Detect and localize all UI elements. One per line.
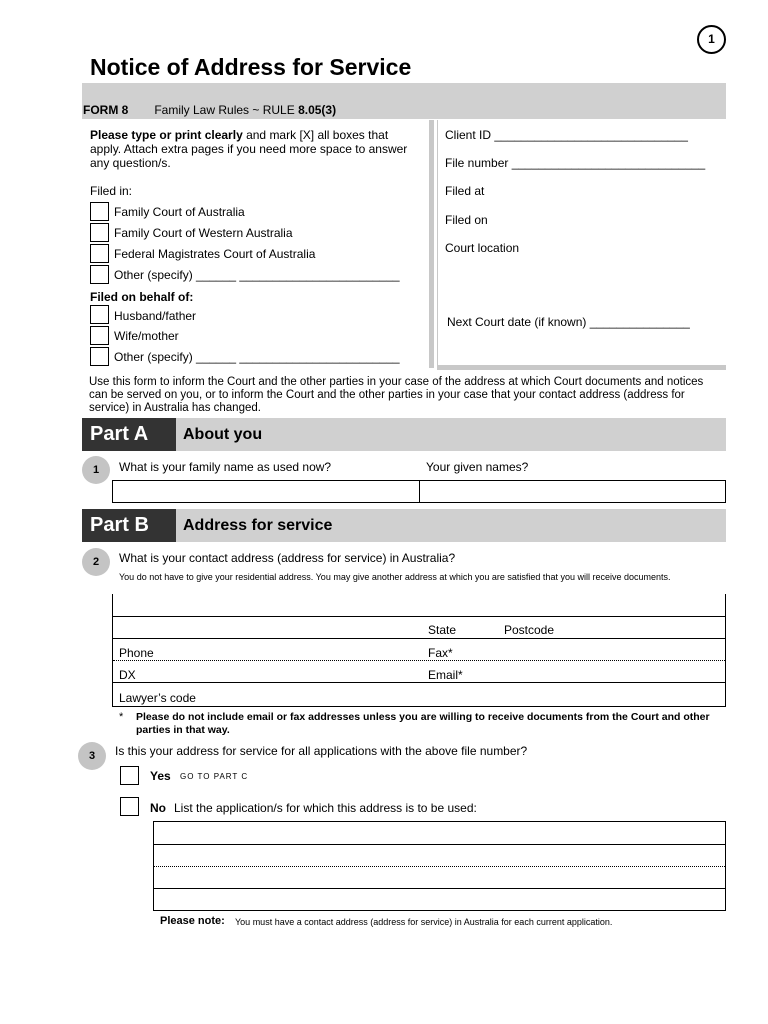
instructions-text: and mark [X] all boxes that apply. Attach extra pages if you need more space to answer any question/s. (90, 128, 408, 170)
email-label: Email* (428, 668, 463, 682)
no-instruction: List the application/s for which this address is to be used: (174, 801, 477, 815)
question-2-text: What is your contact address (address for service) in Australia? (119, 551, 456, 565)
dx-row-divider (113, 682, 725, 683)
filed-on-label: Filed on (445, 213, 488, 227)
behalf-option-wife: Wife/mother (114, 329, 179, 343)
client-id-field[interactable]: Client ID _____________________________ (445, 128, 688, 142)
instructions (90, 128, 420, 170)
please-note-text: You must have a contact address (address for service) in Australia for each current application. (235, 917, 613, 927)
filed-in-option-fmca: Federal Magistrates Court of Australia (114, 247, 316, 261)
applications-line-3 (154, 888, 725, 889)
form-rules: Family Law Rules ~ RULE (154, 103, 295, 117)
form-header-bar (82, 83, 726, 119)
fax-label: Fax* (428, 646, 453, 660)
address-grid (112, 594, 726, 707)
next-court-date-field[interactable]: Next Court date (if known) _______________ (447, 315, 690, 329)
no-checkbox[interactable] (120, 797, 139, 816)
part-b-bar (82, 509, 726, 542)
filing-details-panel (82, 120, 434, 368)
filed-at-label: Filed at (445, 184, 485, 198)
state-label: State (428, 623, 457, 637)
filed-in-option-fcwa: Family Court of Western Australia (114, 226, 293, 240)
applications-line-2 (154, 866, 725, 867)
lawyers-code-label: Lawyer’s code (119, 691, 196, 705)
filed-in-label: Filed in: (90, 184, 133, 198)
given-names-input[interactable] (419, 480, 726, 503)
question-3-text: Is this your address for service for all applications with the above file number? (115, 744, 528, 758)
form-number: FORM 8 (83, 103, 129, 117)
address-line-2[interactable] (112, 616, 726, 617)
intro-text: Use this form to inform the Court and the other parties in your case of the address at which Court documents and notices can be served on you, or to inform the Court and the other parties in your case that your contact address (address for service) in Australia has changed. (89, 376, 704, 414)
instructions-bold: Please type or print clearly (90, 128, 243, 142)
dx-label: DX (119, 668, 136, 682)
warning-asterisk: * (119, 711, 124, 723)
filed-behalf-label: Filed on behalf of: (90, 290, 194, 304)
filed-in-checkbox-fcwa[interactable] (90, 223, 109, 242)
page-title: Notice of Address for Service (90, 54, 412, 80)
question-1-text: What is your family name as used now? (119, 460, 332, 474)
filed-in-option-other[interactable]: Other (specify) ______ ________________________ (114, 268, 400, 282)
filed-in-checkbox-fmca[interactable] (90, 244, 109, 263)
part-a-bar (82, 418, 726, 451)
yes-checkbox[interactable] (120, 766, 139, 785)
court-location-label: Court location (445, 241, 520, 255)
file-number-field[interactable]: File number _____________________________ (445, 156, 706, 170)
phone-row-divider (113, 660, 725, 661)
yes-goto-note: GO TO PART C (180, 772, 249, 781)
behalf-checkbox-wife[interactable] (90, 326, 109, 345)
part-a-label: Part A (82, 418, 176, 451)
question-2-number: 2 (82, 548, 110, 576)
question-2-note: You do not have to give your residential address. You may give another address at which you are satisfied that you will receive documents. (119, 572, 671, 582)
filed-in-checkbox-fca[interactable] (90, 202, 109, 221)
part-b-label: Part B (82, 509, 176, 542)
applications-list-box[interactable] (153, 821, 726, 911)
page-number: 1 (697, 25, 726, 54)
please-note-label: Please note: (160, 915, 225, 927)
phone-label: Phone (119, 646, 154, 660)
office-use-panel (437, 120, 726, 370)
yes-label: Yes (150, 769, 171, 783)
part-b-title: Address for service (183, 517, 333, 534)
warning-text: Please do not include email or fax addresses unless you are willing to receive documents from the Court and other parties in that way. (136, 711, 710, 736)
question-3-number: 3 (78, 742, 106, 770)
behalf-option-other[interactable]: Other (specify) ______ ________________________ (114, 350, 400, 364)
part-a-title: About you (183, 426, 263, 443)
question-1-number: 1 (82, 456, 110, 484)
no-label: No (150, 801, 166, 815)
filed-in-option-fca: Family Court of Australia (114, 205, 245, 219)
question-1-given-label: Your given names? (426, 460, 529, 474)
applications-line-1 (154, 844, 725, 845)
behalf-checkbox-other[interactable] (90, 347, 109, 366)
rule-number: 8.05(3) (298, 103, 337, 117)
postcode-label: Postcode (504, 623, 555, 637)
state-row-divider (113, 638, 725, 639)
filed-in-checkbox-other[interactable] (90, 265, 109, 284)
behalf-checkbox-husband[interactable] (90, 305, 109, 324)
family-name-input[interactable] (112, 480, 420, 503)
behalf-option-husband: Husband/father (114, 309, 197, 323)
